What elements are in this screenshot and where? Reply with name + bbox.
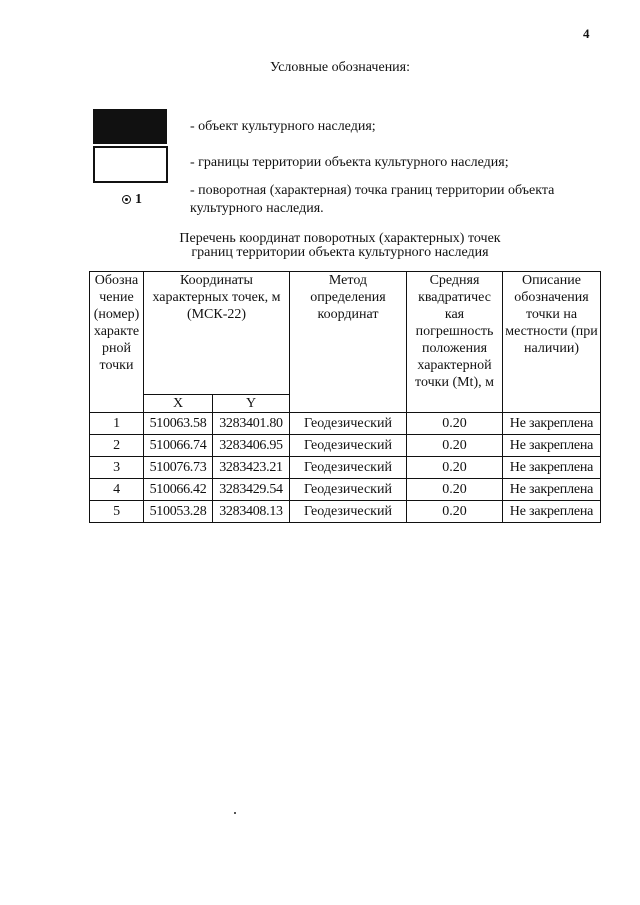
cell-x: 510053.28 bbox=[144, 501, 213, 523]
cell-description: Не закреплена bbox=[503, 479, 601, 501]
cell-x: 510066.42 bbox=[144, 479, 213, 501]
cell-method: Геодезический bbox=[290, 479, 407, 501]
point-marker-label: 1 bbox=[135, 192, 142, 207]
header-y: Y bbox=[213, 395, 290, 413]
cell-description: Не закреплена bbox=[503, 435, 601, 457]
header-coordinates: Координаты характерных точек, м (МСК-22) bbox=[144, 272, 290, 395]
cell-method: Геодезический bbox=[290, 413, 407, 435]
header-number: Обозна чение (номер) характе рной точки bbox=[90, 272, 144, 413]
header-method: Метод определения координат bbox=[290, 272, 407, 413]
heritage-object-swatch bbox=[93, 109, 167, 144]
table-row bbox=[90, 435, 601, 457]
cell-x: 510076.73 bbox=[144, 457, 213, 479]
cell-error: 0.20 bbox=[407, 501, 503, 523]
cell-y: 3283401.80 bbox=[213, 413, 290, 435]
table-row bbox=[90, 457, 601, 479]
cell-x: 510066.74 bbox=[144, 435, 213, 457]
territory-boundary-swatch bbox=[93, 146, 168, 183]
cell-x: 510063.58 bbox=[144, 413, 213, 435]
table-title bbox=[0, 232, 640, 260]
table-row bbox=[90, 501, 601, 523]
cell-number: 3 bbox=[90, 457, 144, 479]
scan-artifact-dot bbox=[234, 812, 236, 814]
coordinates-table bbox=[89, 271, 601, 523]
cell-y: 3283406.95 bbox=[213, 435, 290, 457]
cell-method: Геодезический bbox=[290, 457, 407, 479]
cell-error: 0.20 bbox=[407, 479, 503, 501]
legend-item-boundary: - границы территории объекта культурного наследия; bbox=[190, 155, 509, 170]
header-description: Описание обозначения точки на местности (при наличии) bbox=[503, 272, 601, 413]
header-error: Средняя квадратичес кая погрешность положения характерной точки (Mt), м bbox=[407, 272, 503, 413]
cell-number: 2 bbox=[90, 435, 144, 457]
cell-number: 1 bbox=[90, 413, 144, 435]
cell-number: 5 bbox=[90, 501, 144, 523]
legend-item-object: - объект культурного наследия; bbox=[190, 119, 376, 134]
point-circle-icon bbox=[122, 195, 131, 204]
cell-number: 4 bbox=[90, 479, 144, 501]
cell-error: 0.20 bbox=[407, 413, 503, 435]
table-row bbox=[90, 479, 601, 501]
table-title-line2: границ территории объекта культурного наследия bbox=[191, 245, 489, 260]
page-number: 4 bbox=[583, 26, 590, 41]
legend-title: Условные обозначения: bbox=[269, 60, 411, 75]
cell-error: 0.20 bbox=[407, 435, 503, 457]
cell-y: 3283408.13 bbox=[213, 501, 290, 523]
legend-item-point: - поворотная (характерная) точка границ территории объекта культурного наследия. bbox=[190, 183, 555, 216]
turning-point-marker bbox=[122, 192, 142, 208]
cell-method: Геодезический bbox=[290, 435, 407, 457]
cell-description: Не закреплена bbox=[503, 457, 601, 479]
cell-description: Не закреплена bbox=[503, 413, 601, 435]
table-row bbox=[90, 413, 601, 435]
cell-error: 0.20 bbox=[407, 457, 503, 479]
table-title-line1: Перечень координат поворотных (характерных) точек bbox=[179, 231, 501, 246]
cell-method: Геодезический bbox=[290, 501, 407, 523]
header-x: X bbox=[144, 395, 213, 413]
cell-description: Не закреплена bbox=[503, 501, 601, 523]
cell-y: 3283429.54 bbox=[213, 479, 290, 501]
cell-y: 3283423.21 bbox=[213, 457, 290, 479]
